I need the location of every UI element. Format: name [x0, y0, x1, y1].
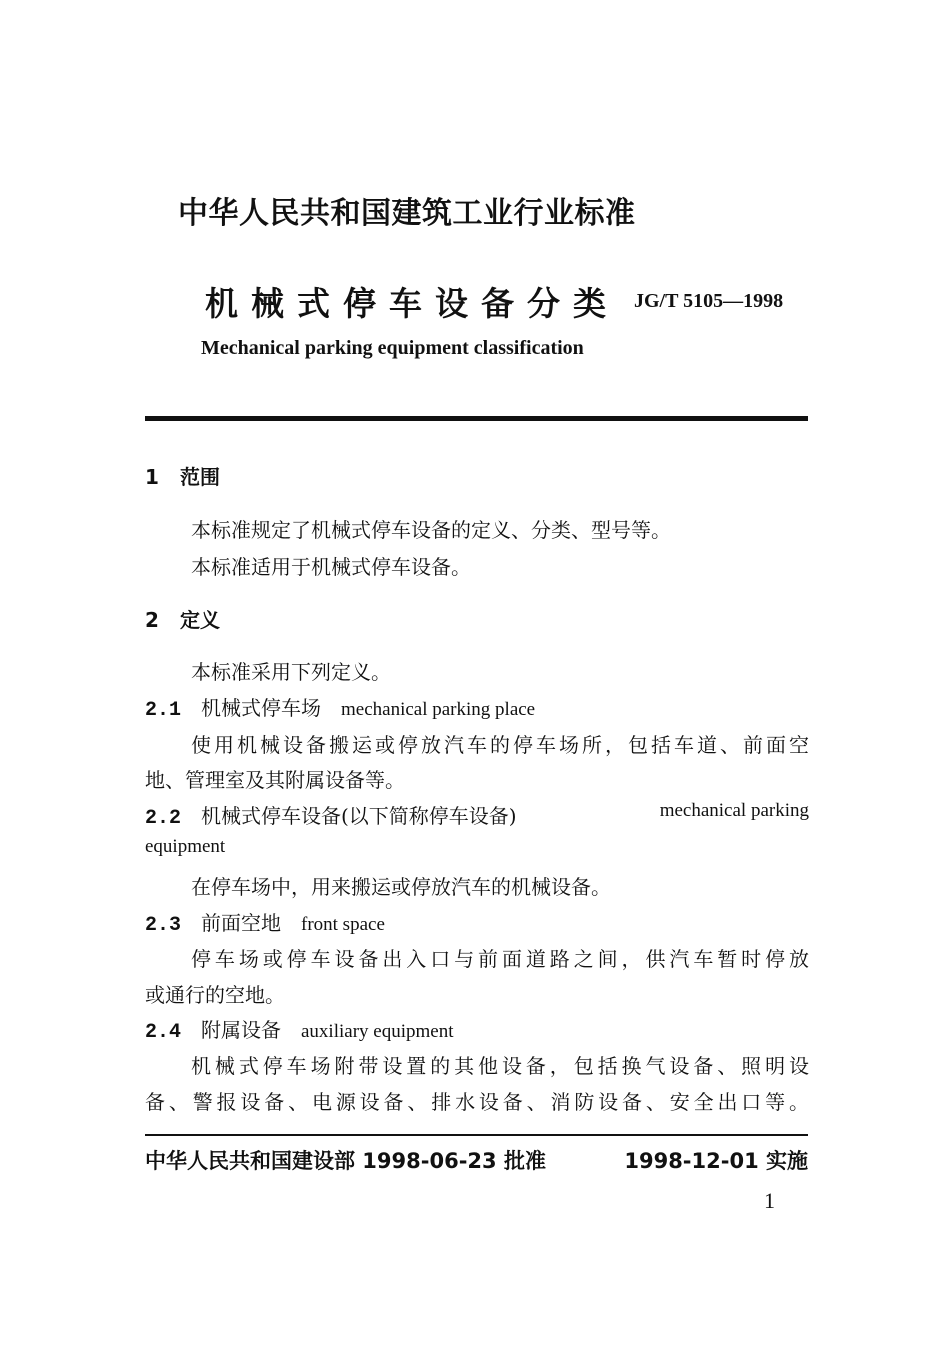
- term-english: auxiliary equipment: [301, 1021, 454, 1042]
- paragraph: 本标准规定了机械式停车设备的定义、分类、型号等。: [191, 518, 671, 542]
- term-english: mechanical parking: [659, 800, 809, 821]
- header-divider: [145, 416, 808, 421]
- issuing-body-title: 中华人民共和国建筑工业行业标准: [178, 196, 636, 231]
- definition-text: 在停车场中，用来搬运或停放汽车的机械设备。: [191, 875, 611, 899]
- document-title: 机械式停车设备分类: [205, 284, 619, 323]
- standard-number: JG/T 5105—1998: [634, 290, 784, 312]
- definition-heading: [145, 800, 809, 830]
- page-number: 1: [764, 1188, 775, 1213]
- definition-heading: [145, 692, 535, 722]
- term: 前面空地: [201, 911, 281, 935]
- approval-statement: 中华人民共和国建设部 1998-06-23 批准: [145, 1149, 546, 1173]
- section-title: 范围: [180, 465, 220, 489]
- definition-text: 机械式停车场附带设置的其他设备，包括换气设备、照明设: [191, 1054, 809, 1078]
- definition-text: 或通行的空地。: [145, 983, 285, 1007]
- paragraph: 本标准适用于机械式停车设备。: [191, 555, 471, 579]
- paragraph: 本标准采用下列定义。: [191, 660, 391, 684]
- definition-text: 使用机械设备搬运或停放汽车的停车场所，包括车道、前面空: [191, 733, 809, 757]
- clause-number: 2.4: [145, 1021, 182, 1044]
- document-title-english: Mechanical parking equipment classification: [201, 337, 584, 359]
- definition-heading: [145, 907, 385, 937]
- definition-text: 地、管理室及其附属设备等。: [145, 768, 405, 792]
- term: 机械式停车场: [201, 696, 321, 720]
- term-english: mechanical parking place: [341, 699, 536, 720]
- section-1-heading: [145, 461, 220, 490]
- clause-number: 2.1: [145, 699, 182, 722]
- clause-number: 2.2: [145, 807, 182, 830]
- term-english-continued: equipment: [145, 836, 226, 857]
- term-english: front space: [301, 914, 385, 935]
- definition-text: 停车场或停车设备出入口与前面道路之间，供汽车暂时停放: [191, 947, 809, 971]
- term: 附属设备: [201, 1018, 281, 1042]
- clause-number: 2.3: [145, 914, 182, 937]
- definition-heading: [145, 1014, 453, 1044]
- term: 机械式停车设备(以下简称停车设备): [201, 804, 517, 828]
- footer-divider: [145, 1134, 808, 1136]
- section-number: 1: [145, 465, 159, 489]
- effective-date: 1998-12-01 实施: [624, 1149, 808, 1173]
- section-title: 定义: [180, 608, 220, 632]
- definition-text: 备、警报设备、电源设备、排水设备、消防设备、安全出口等。: [145, 1090, 809, 1114]
- section-2-heading: [145, 604, 220, 633]
- section-number: 2: [145, 608, 159, 632]
